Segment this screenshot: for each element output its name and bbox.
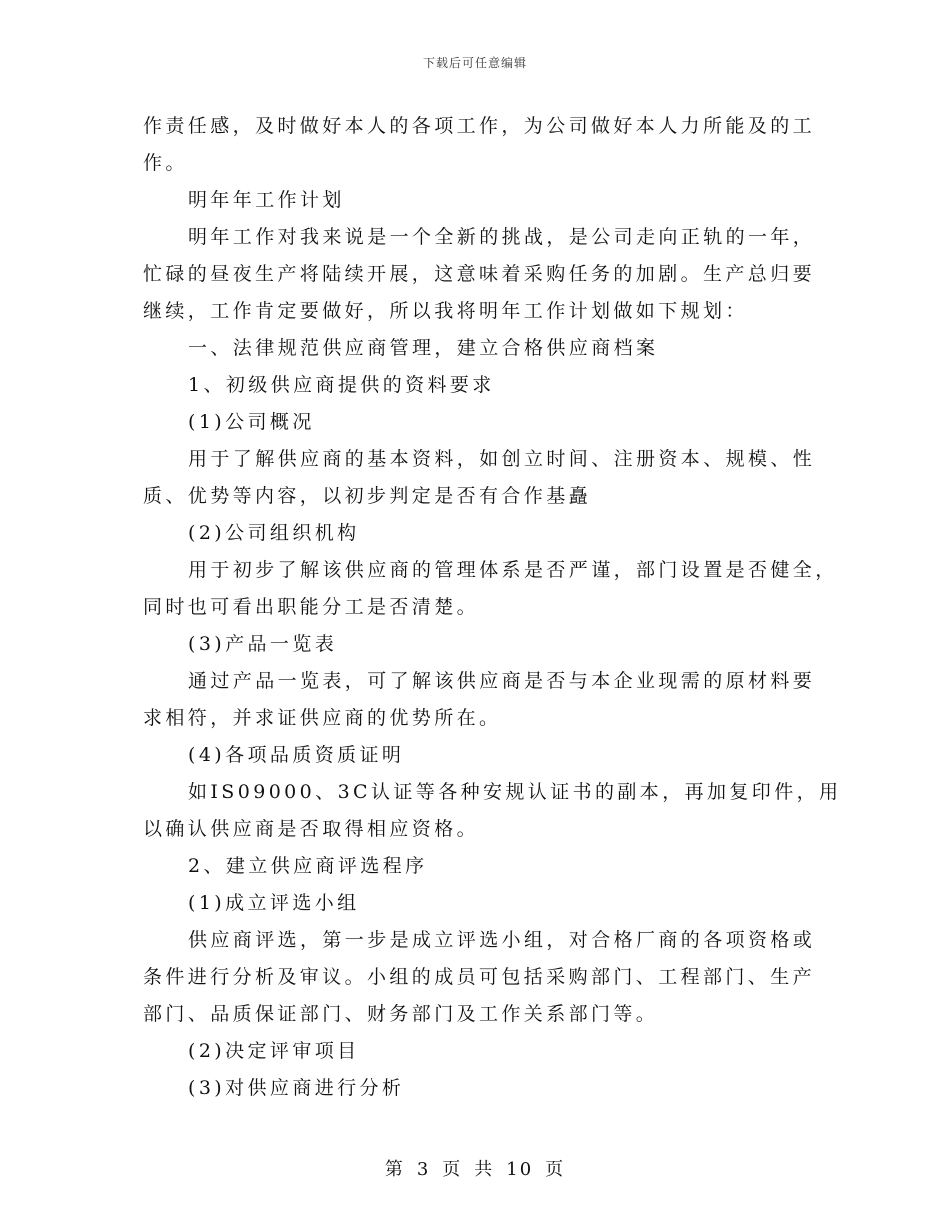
text-line: (2)公司组织机构 — [188, 522, 360, 544]
text-line: 通过产品一览表，可了解该供应商是否与本企业现需的原材料要 — [188, 670, 816, 692]
text-line: (1)成立评选小组 — [188, 892, 360, 914]
text-line: 一、法律规范供应商管理，建立合格供应商档案 — [188, 337, 659, 359]
text-line: 作。 — [143, 152, 188, 174]
text-line: (3)产品一览表 — [188, 633, 338, 655]
footer-total-unit: 页 — [545, 1159, 566, 1180]
footer-page-unit: 页 — [442, 1159, 463, 1180]
footer-page-label: 第 — [384, 1159, 405, 1180]
text-line: 同时也可看出职能分工是否清楚。 — [143, 596, 480, 618]
document-body — [143, 108, 842, 1107]
text-line: 用于了解供应商的基本资料，如创立时间、注册资本、规模、性 — [188, 448, 816, 470]
text-line: (4)各项品质资质证明 — [188, 744, 405, 766]
footer-total-pages: 10 — [506, 1159, 534, 1180]
text-line: 继续，工作肯定要做好，所以我将明年工作计划做如下规划： — [143, 300, 748, 322]
text-line: 以确认供应商是否取得相应资格。 — [143, 818, 480, 840]
text-line: 供应商评选，第一步是成立评选小组，对合格厂商的各项资格或 — [188, 929, 816, 951]
text-line: 明年工作对我来说是一个全新的挑战，是公司走向正轨的一年， — [188, 226, 816, 248]
footer-total-label: 共 — [474, 1159, 495, 1180]
text-line: 用于初步了解该供应商的管理体系是否严谨，部门设置是否健全， — [188, 559, 838, 581]
text-line: 1、初级供应商提供的资料要求 — [188, 374, 495, 396]
text-line: 条件进行分析及审议。小组的成员可包括采购部门、工程部门、生产 — [143, 966, 816, 988]
page-footer — [0, 1155, 950, 1181]
text-line: 作责任感，及时做好本人的各项工作，为公司做好本人力所能及的工 — [143, 115, 816, 137]
text-line: 忙碌的昼夜生产将陆续开展，这意味着采购任务的加剧。生产总归要 — [143, 263, 816, 285]
text-line: 如IS09000、3C认证等各种安规认证书的副本，再加复印件，用 — [188, 781, 842, 803]
header-note: 下载后可任意编辑 — [422, 56, 527, 70]
text-line: 明年年工作计划 — [188, 189, 345, 211]
footer-page-number: 3 — [416, 1159, 431, 1180]
text-line: (1)公司概况 — [188, 411, 315, 433]
text-line: 求相符，并求证供应商的优势所在。 — [143, 707, 502, 729]
text-line: 2、建立供应商评选程序 — [188, 855, 428, 877]
text-line: (3)对供应商进行分析 — [188, 1077, 405, 1099]
text-line: 部门、品质保证部门、财务部门及工作关系部门等。 — [143, 1003, 659, 1025]
text-line: (2)决定评审项目 — [188, 1040, 360, 1062]
text-line: 质、优势等内容，以初步判定是否有合作基矗 — [143, 485, 592, 507]
